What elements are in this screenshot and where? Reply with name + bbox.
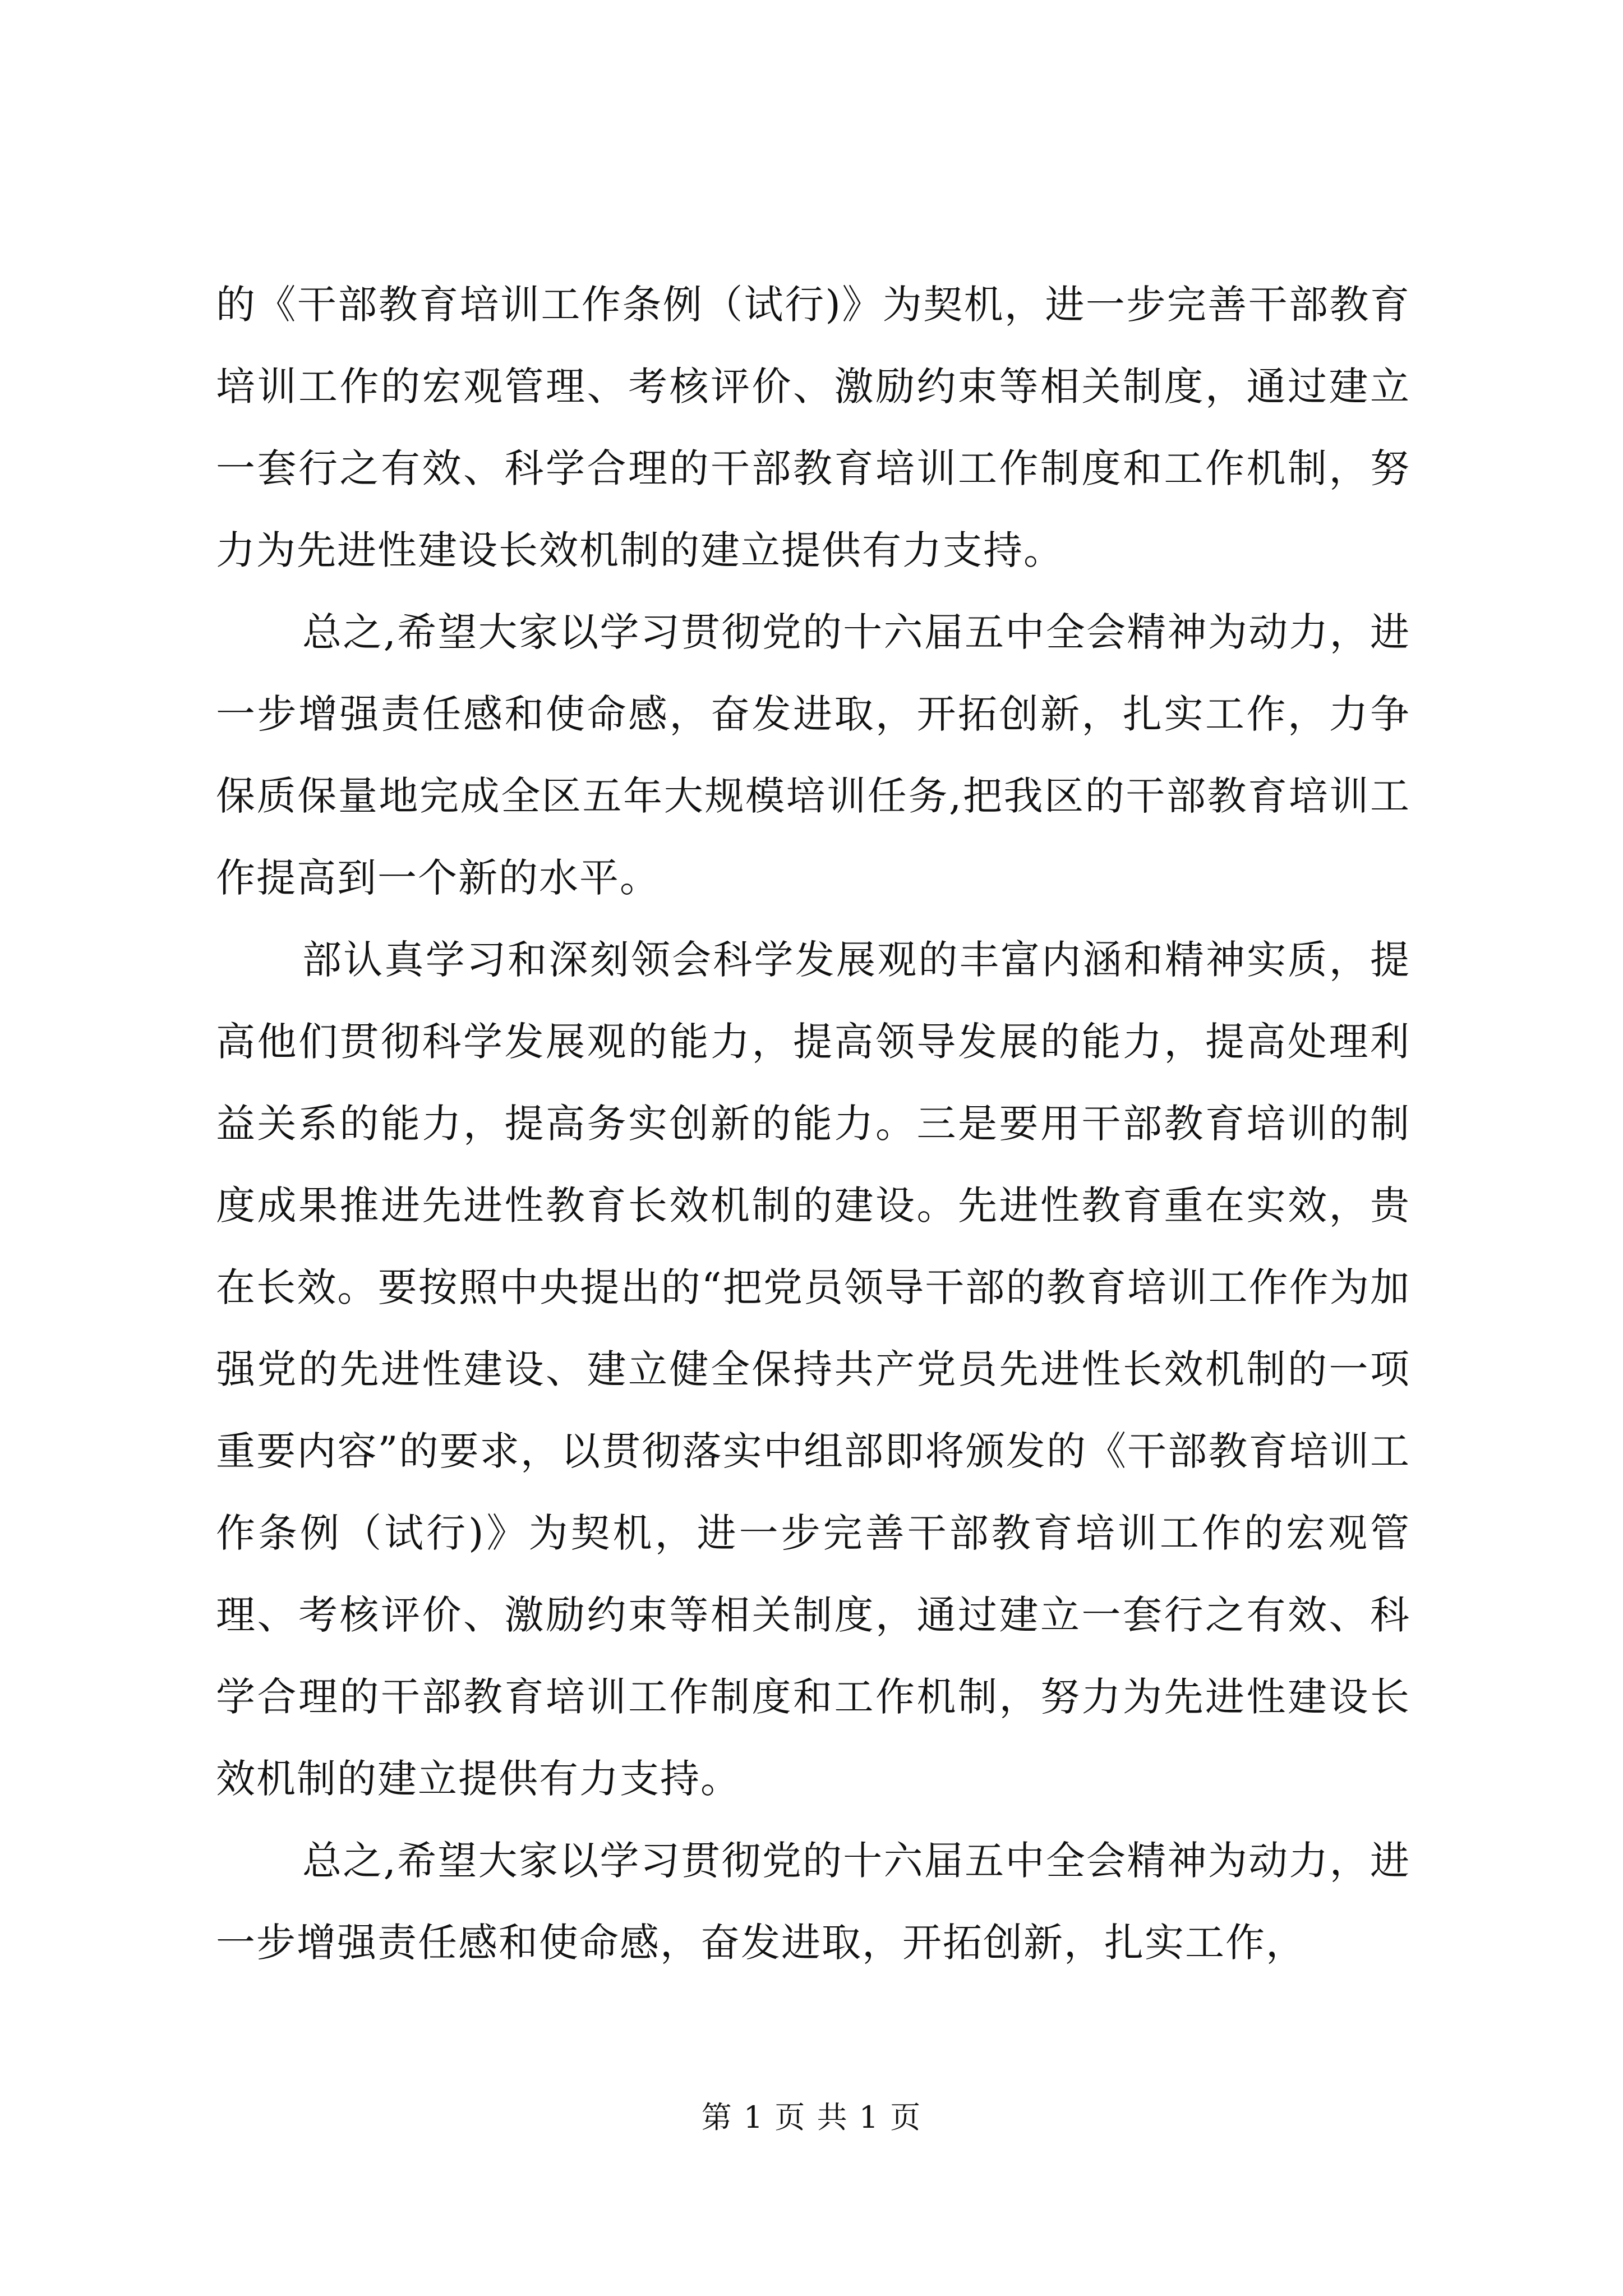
document-body [216,264,1410,1984]
page-footer: 第 1 页 共 1 页 [701,2100,922,2135]
paragraph-1: 的《干部教育培训工作条例（试行)》为契机，进一步完善干部教育培训工作的宏观管理、考核评价、激励约束等相关制度，通过建立一套行之有效、科学合理的干部教育培训工作制度和工作机制，努力为先进性建设长效机制的建立提供有力支持。 [216,282,1410,573]
paragraph-3: 部认真学习和深刻领会科学发展观的丰富内涵和精神实质，提高他们贯彻科学发展观的能力，提高领导发展的能力，提高处理利益关系的能力，提高务实创新的能力。三是要用干部教育培训的制度成果推进先进性教育长效机制的建设。先进性教育重在实效，贵在长效。要按照中央提出的“把党员领导干部的教育培训工作作为加强党的先进性建设、建立健全保持共产党员先进性长效机制的一项重要内容”的要求，以贯彻落实中组部即将颁发的《干部教育培训工作条例（试行)》为契机，进一步完善干部教育培训工作的宏观管理、考核评价、激励约束等相关制度，通过建立一套行之有效、科学合理的干部教育培训工作制度和工作机制，努力为先进性建设长效机制的建立提供有力支持。 [216,937,1410,1802]
paragraph-4: 总之,希望大家以学习贯彻党的十六届五中全会精神为动力，进一步增强责任感和使命感，奋发进取，开拓创新，扎实工作， [216,1838,1410,1966]
paragraph-2: 总之,希望大家以学习贯彻党的十六届五中全会精神为动力，进一步增强责任感和使命感，奋发进取，开拓创新，扎实工作，力争保质保量地完成全区五年大规模培训任务,把我区的干部教育培训工作提高到一个新的水平。 [216,609,1410,901]
